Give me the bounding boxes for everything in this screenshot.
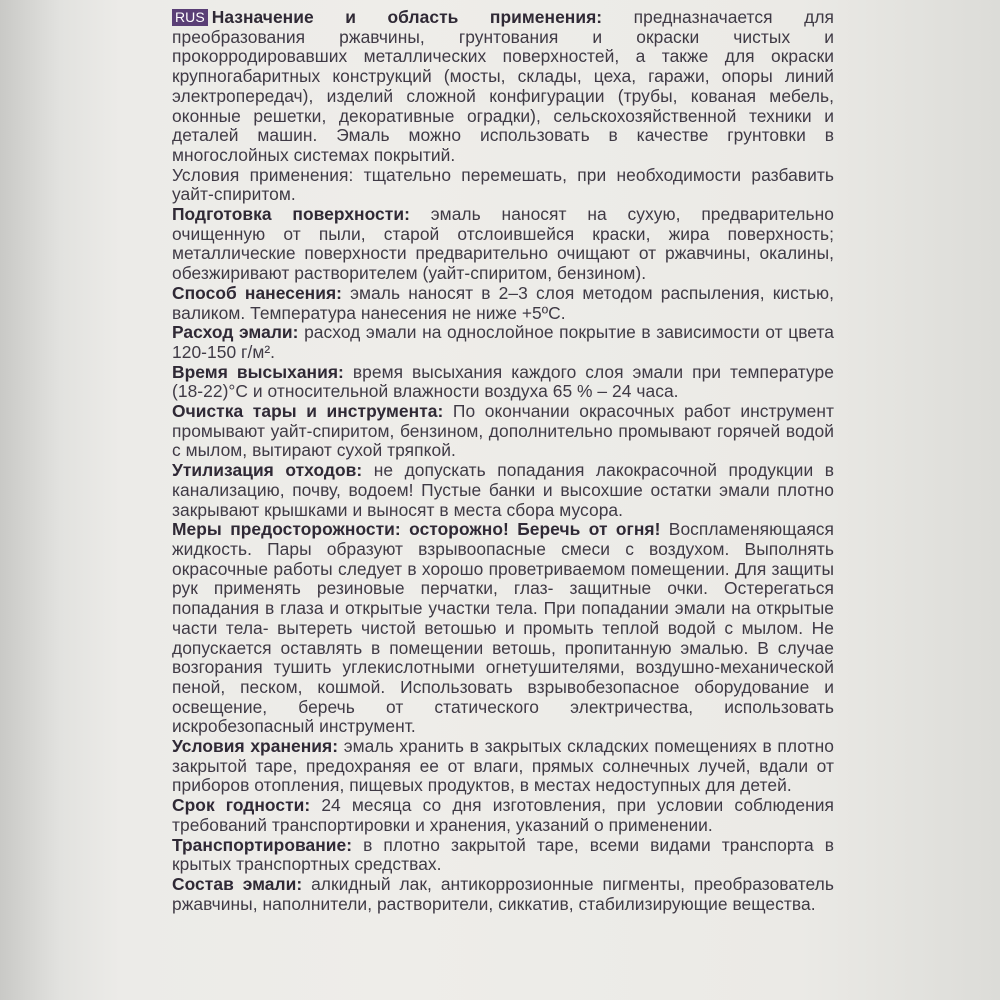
section-prep <box>172 205 834 284</box>
section-conditions <box>172 166 834 205</box>
section-heading: Условия хранения: <box>172 736 339 757</box>
section-body: Воспламеняющаяся жидкость. Пары образуют взрывоопасные смеси с воздухом. Выполнять окрасочные работы следует в хорошо проветриваемом помещении. Для защиты рук применять резиновые перчатки, глаз- защитные очки. Остерегаться попадания в глаза и открытые участки тела. При попадании эмали на открытые части тела- вытереть чистой ветошью и промыть теплой водой с мылом. Не допускается оставлять в помещении ветошь, пропитанную эмалью. В случае возгорания тушить углекислотными огнетушителями, воздушно-механической пеной, песком, кошмой. Использовать взрывобезопасное оборудование и освещение, беречь от статического электричества, использовать искробезопасный инструмент. <box>172 519 834 737</box>
section-disposal <box>172 461 834 520</box>
section-heading: Время высыхания: <box>172 361 344 382</box>
section-heading: Срок годности: <box>172 795 311 816</box>
section-body: время высыхания каждого слоя эмали при температуре (18-22)°С и относительной влажности воздуха 65 % – 24 часа. <box>172 361 835 402</box>
section-body: предназначается для преобразования ржавчины, грунтования и окраски чистых и прокорродировавших металлических поверхностей, а также для окраски крупногабаритных конструкций (мосты, склады, цеха, гаражи, опоры линий электропередач), изделий сложной конфигурации (трубы, кованая мебель, оконные решетки, декоративные оградки), сельскохозяйственной техники и деталей машин. Эмаль можно использовать в качестве грунтовки в многослойных системах покрытий. <box>172 7 834 165</box>
section-body: алкидный лак, антикоррозионные пигменты, преобразователь ржавчины, наполнители, растворители, сиккатив, стабилизирующие вещества. <box>172 873 834 914</box>
language-badge: RUS <box>172 9 208 26</box>
section-cleaning <box>172 402 834 461</box>
section-heading: Расход эмали: <box>172 322 299 343</box>
label-text <box>172 8 834 914</box>
section-precautions <box>172 520 834 737</box>
section-heading: Подготовка поверхности: <box>172 204 410 225</box>
section-heading: Транспортирование: <box>172 834 353 855</box>
section-heading: Меры предосторожности: осторожно! Беречь от огня! <box>172 519 661 540</box>
section-transport <box>172 836 834 875</box>
section-body: эмаль наносят в 2–3 слоя методом распыления, кистью, валиком. Температура нанесения не ниже +5ºС. <box>172 282 835 323</box>
section-heading: Способ нанесения: <box>172 282 343 303</box>
section-body: 24 месяца со дня изготовления, при условии соблюдения требований транспортировки и хранения, указаний о применении. <box>172 795 834 835</box>
section-storage <box>172 737 834 796</box>
section-heading: Очистка тары и инструмента: <box>172 401 444 422</box>
section-body: эмаль хранить в закрытых складских помещениях в плотно закрытой таре, предохраняя ее от влаги, прямых солнечных лучей, вдали от приборов отопления, пищевых продуктов, в местах недоступных для детей. <box>172 736 834 796</box>
section-consumption <box>172 323 834 362</box>
section-heading: Утилизация отходов: <box>172 460 363 481</box>
section-heading: Назначение и область применения: <box>211 7 603 27</box>
section-purpose <box>172 8 834 166</box>
section-heading: Состав эмали: <box>172 873 303 894</box>
section-body: эмаль наносят на сухую, предварительно очищенную от пыли, старой отслоившейся краски, жира поверхность; металлические поверхности предварительно очищают от ржавчины, окалины, обезжиривают растворителем (уайт-спиритом, бензином). <box>172 204 834 284</box>
section-composition <box>172 875 834 914</box>
section-drying <box>172 363 834 402</box>
section-body: По окончании окрасочных работ инструмент промывают уайт-спиритом, бензином, дополнительно промывают горячей водой с мылом, вытирают сухой тряпкой. <box>172 401 834 461</box>
section-shelf <box>172 796 834 835</box>
section-method <box>172 284 834 323</box>
section-body: расход эмали на однослойное покрытие в зависимости от цвета 120-150 г/м². <box>172 322 834 362</box>
section-body: Условия применения: тщательно перемешать, при необходимости разбавить уайт-спиритом. <box>172 164 834 205</box>
section-body: в плотно закрытой таре, всеми видами транспорта в крытых транспортных средствах. <box>172 834 834 875</box>
section-body: не допускать попадания лакокрасочной продукции в канализацию, почву, водоем! Пустые банки и высохшие остатки эмали плотно закрывают крышками и выносят в места сбора мусора. <box>172 460 834 520</box>
